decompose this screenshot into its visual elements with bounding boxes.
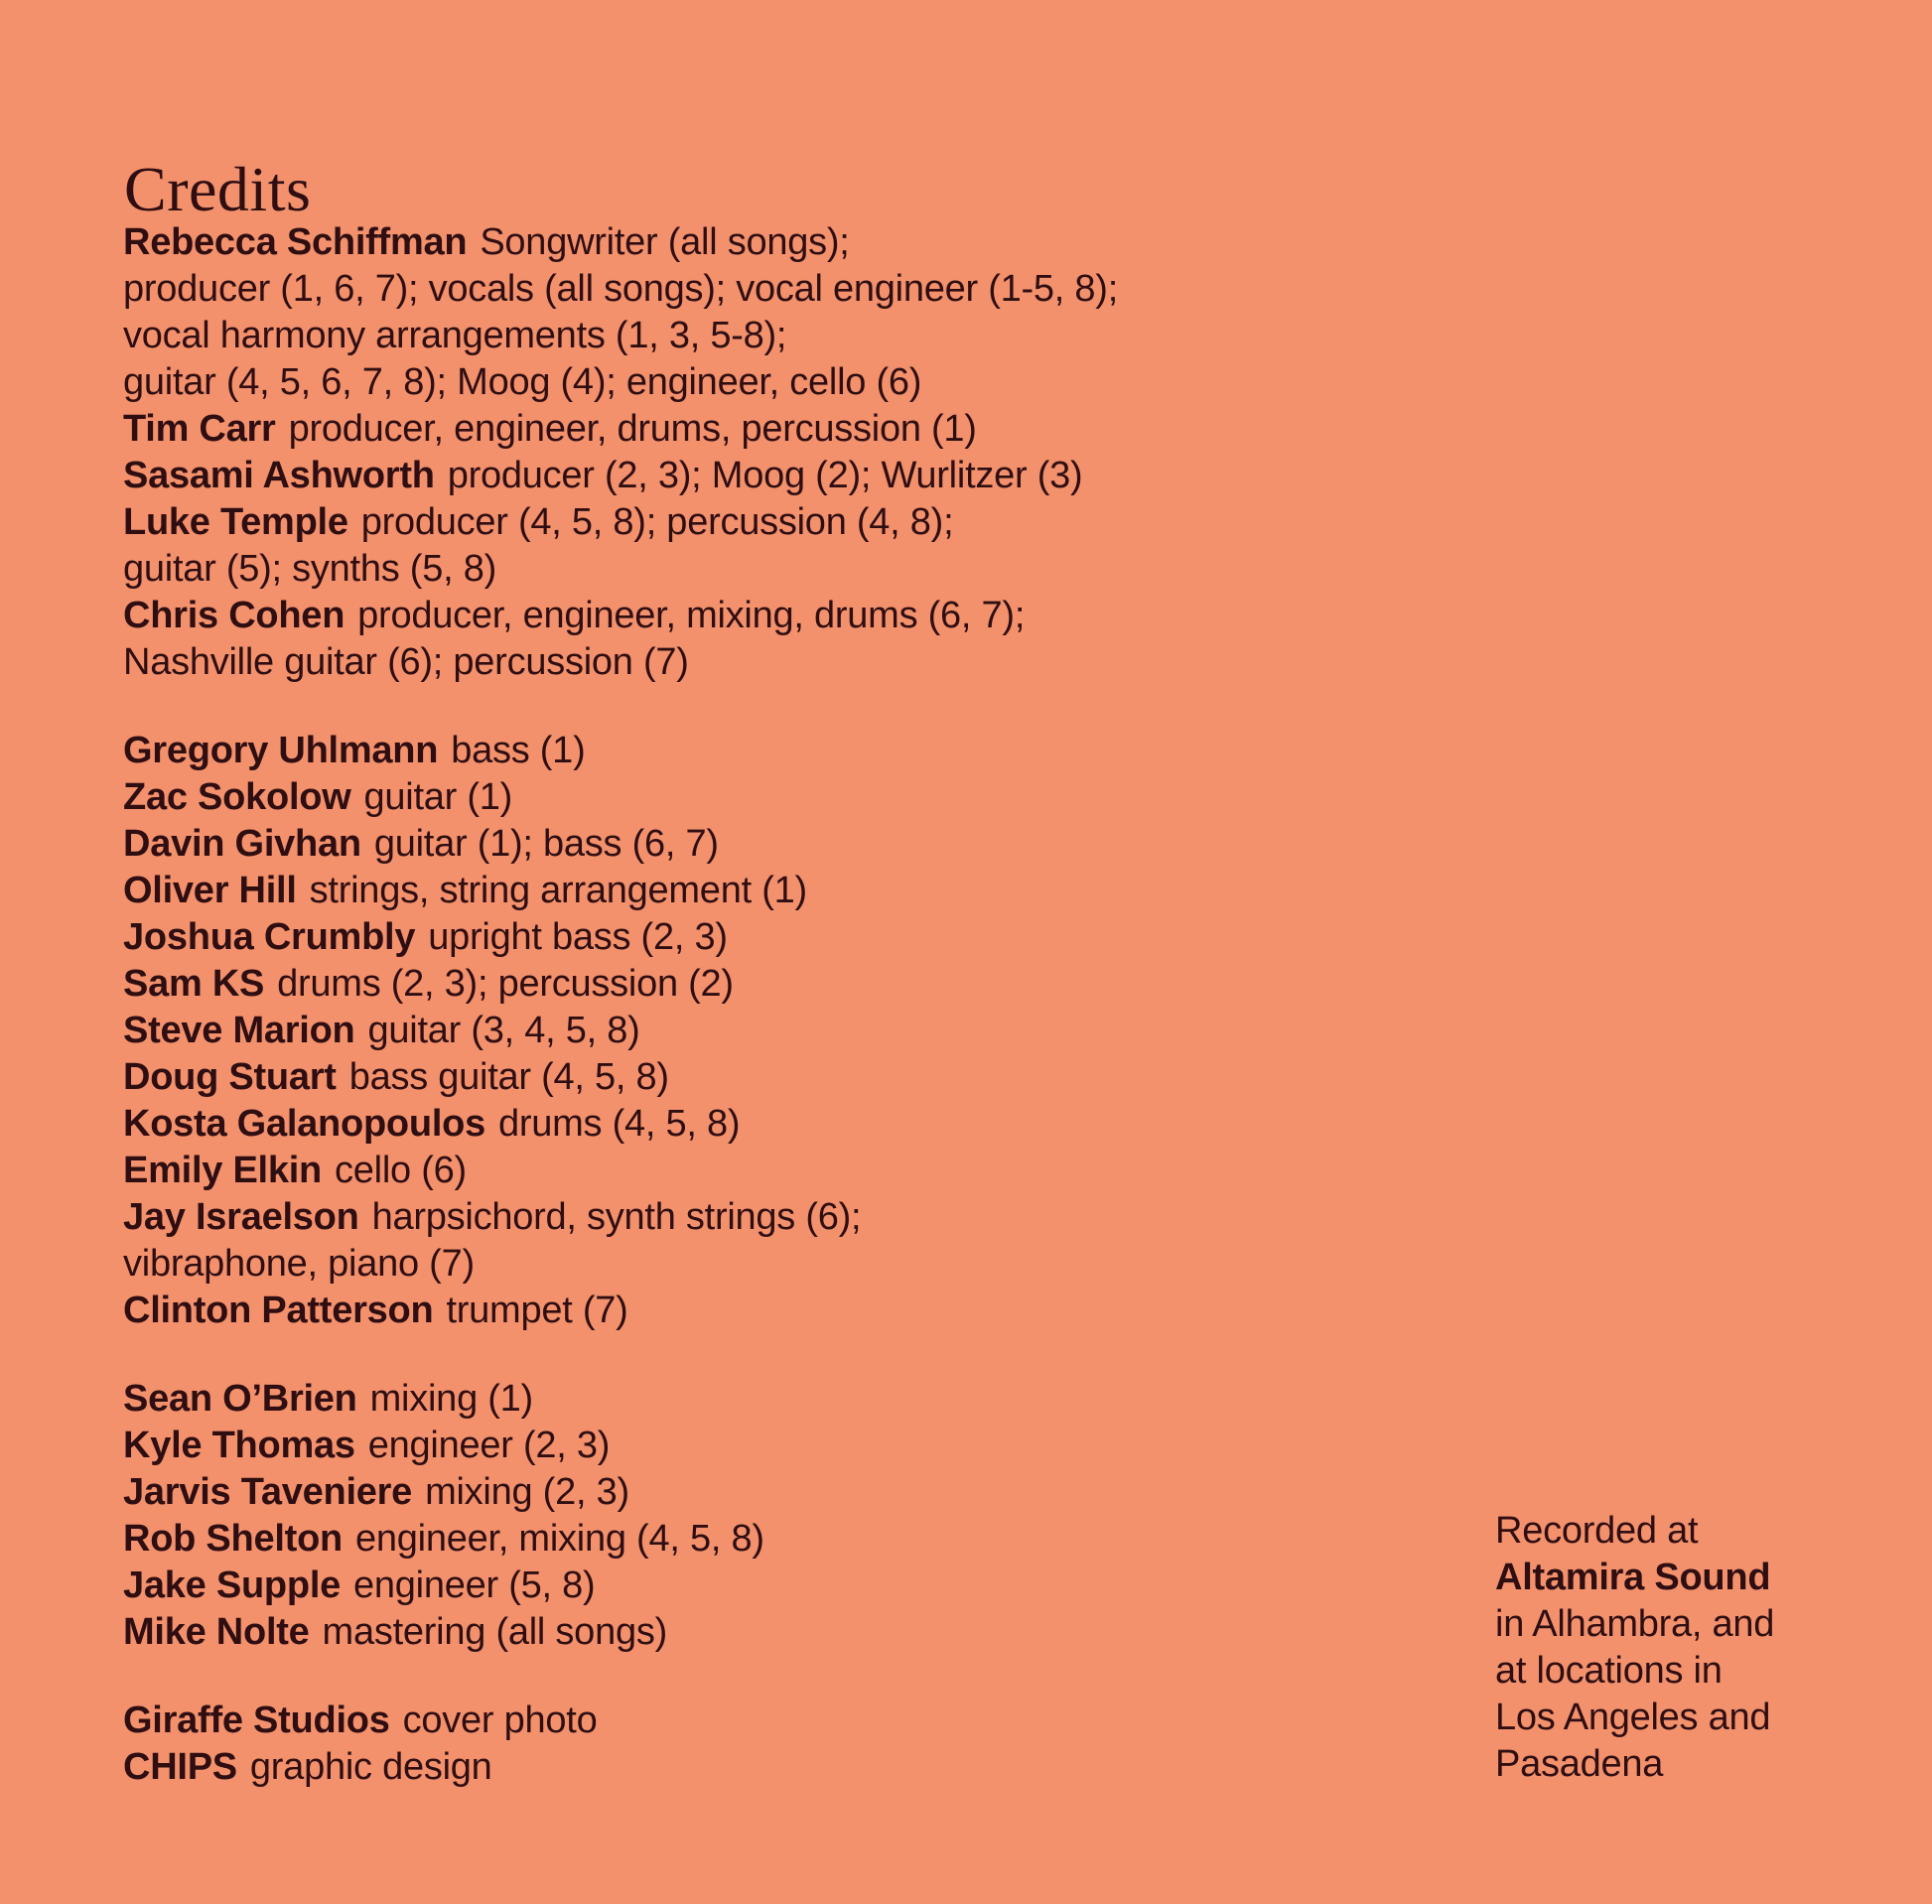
credit-name: Chris Cohen (123, 595, 345, 636)
credit-name: Jay Israelson (123, 1196, 359, 1238)
credit-role: cello (6) (335, 1150, 467, 1191)
credit-name: Doug Stuart (123, 1056, 337, 1098)
credit-line (123, 1054, 1118, 1101)
note-line: Pasadena (1495, 1743, 1664, 1785)
credit-line (123, 1241, 1118, 1288)
credit-role: vocal harmony arrangements (1, 3, 5-8); (123, 315, 787, 356)
credit-name: Tim Carr (123, 408, 276, 450)
credit-role: guitar (3, 4, 5, 8) (367, 1010, 640, 1051)
credit-role: harpsichord, synth strings (6); (371, 1196, 862, 1238)
credit-name: Sasami Ashworth (123, 455, 435, 496)
credit-line (123, 821, 1118, 868)
credit-name: Kosta Galanopoulos (123, 1103, 485, 1145)
credit-role: guitar (1); bass (6, 7) (373, 823, 719, 865)
credit-role: producer, engineer, drums, percussion (1) (288, 408, 977, 450)
credit-role: upright bass (2, 3) (428, 916, 728, 958)
credit-line (123, 1376, 1118, 1423)
credit-role: guitar (1) (363, 776, 513, 818)
credit-line (123, 313, 1118, 359)
credit-role: Nashville guitar (6); percussion (7) (123, 641, 689, 683)
credit-role: trumpet (7) (446, 1290, 628, 1331)
credit-line (123, 1698, 1118, 1744)
credit-role: engineer (2, 3) (367, 1425, 611, 1466)
credit-role: guitar (4, 5, 6, 7, 8); Moog (4); engineer, cello (6) (123, 361, 922, 403)
credit-role: producer, engineer, mixing, drums (6, 7); (357, 595, 1026, 636)
credit-role: cover photo (402, 1700, 598, 1741)
credit-name: Rob Shelton (123, 1518, 344, 1560)
credit-line (123, 406, 1118, 453)
credit-name: Steve Marion (123, 1010, 355, 1051)
credit-role: engineer, mixing (4, 5, 8) (355, 1518, 764, 1560)
credit-line (123, 1288, 1118, 1334)
credit-name: Sean O’Brien (123, 1378, 357, 1420)
credit-name: Jake Supple (123, 1564, 342, 1606)
credits-column (123, 219, 1118, 1791)
credit-role: vibraphone, piano (7) (123, 1243, 475, 1285)
credit-line (123, 1744, 1118, 1791)
credit-name: Luke Temple (123, 501, 348, 543)
credit-line (123, 359, 1118, 406)
credit-name: Clinton Patterson (123, 1290, 434, 1331)
credit-name: Mike Nolte (123, 1611, 310, 1653)
credit-line (123, 728, 1118, 774)
credit-line (123, 1563, 1118, 1609)
credit-line (123, 546, 1118, 593)
credit-line (123, 868, 1118, 914)
credit-line (123, 593, 1118, 639)
credit-group-musicians (123, 728, 1118, 1334)
credit-group-producers (123, 219, 1118, 686)
credit-line (123, 266, 1118, 313)
credit-role: bass (1) (451, 730, 586, 771)
credit-name: Kyle Thomas (123, 1425, 355, 1466)
credit-name: Zac Sokolow (123, 776, 351, 818)
note-line: at locations in (1495, 1650, 1723, 1692)
credit-group-engineers (123, 1376, 1118, 1656)
credit-line (123, 1194, 1118, 1241)
credit-line (123, 1148, 1118, 1194)
credit-name: Rebecca Schiffman (123, 221, 468, 263)
credit-role: mixing (1) (369, 1378, 533, 1420)
credit-group-artwork (123, 1698, 1118, 1791)
note-line-studio: Altamira Sound (1495, 1557, 1771, 1598)
credit-role: bass guitar (4, 5, 8) (348, 1056, 669, 1098)
credit-role: guitar (5); synths (5, 8) (123, 548, 496, 590)
credit-line (123, 639, 1118, 686)
credit-line (123, 1423, 1118, 1469)
credit-line (123, 499, 1118, 546)
credit-name: Sam KS (123, 963, 265, 1005)
credit-name: Davin Givhan (123, 823, 361, 865)
note-line: Los Angeles and (1495, 1697, 1771, 1738)
note-line: in Alhambra, and (1495, 1603, 1775, 1645)
page-title: Credits (124, 153, 312, 224)
credit-line (123, 1516, 1118, 1563)
credit-line (123, 1008, 1118, 1054)
credit-line (123, 961, 1118, 1008)
credit-role: drums (4, 5, 8) (497, 1103, 741, 1145)
credit-line (123, 219, 1118, 266)
credit-role: graphic design (249, 1746, 492, 1788)
credit-role: producer (2, 3); Moog (2); Wurlitzer (3) (447, 455, 1083, 496)
credit-line (123, 914, 1118, 961)
credit-role: producer (1, 6, 7); vocals (all songs); vocal engineer (1-5, 8); (123, 268, 1119, 310)
credit-line (123, 453, 1118, 499)
credit-role: producer (4, 5, 8); percussion (4, 8); (360, 501, 954, 543)
credit-name: Emily Elkin (123, 1150, 322, 1191)
credit-role: strings, string arrangement (1) (309, 870, 807, 911)
credit-name: CHIPS (123, 1746, 237, 1788)
credit-line (123, 774, 1118, 821)
note-line: Recorded at (1495, 1510, 1699, 1552)
credit-role: Songwriter (all songs); (480, 221, 850, 263)
credit-name: Joshua Crumbly (123, 916, 416, 958)
credit-role: engineer (5, 8) (353, 1564, 596, 1606)
credit-line (123, 1469, 1118, 1516)
credit-role: mastering (all songs) (322, 1611, 667, 1653)
credit-name: Gregory Uhlmann (123, 730, 439, 771)
credit-name: Jarvis Taveniere (123, 1471, 413, 1513)
credit-role: mixing (2, 3) (425, 1471, 629, 1513)
credit-name: Oliver Hill (123, 870, 297, 911)
credit-name: Giraffe Studios (123, 1700, 390, 1741)
credit-line (123, 1609, 1118, 1656)
credit-role: drums (2, 3); percussion (2) (277, 963, 734, 1005)
credit-line (123, 1101, 1118, 1148)
recording-note (1495, 1508, 1774, 1788)
